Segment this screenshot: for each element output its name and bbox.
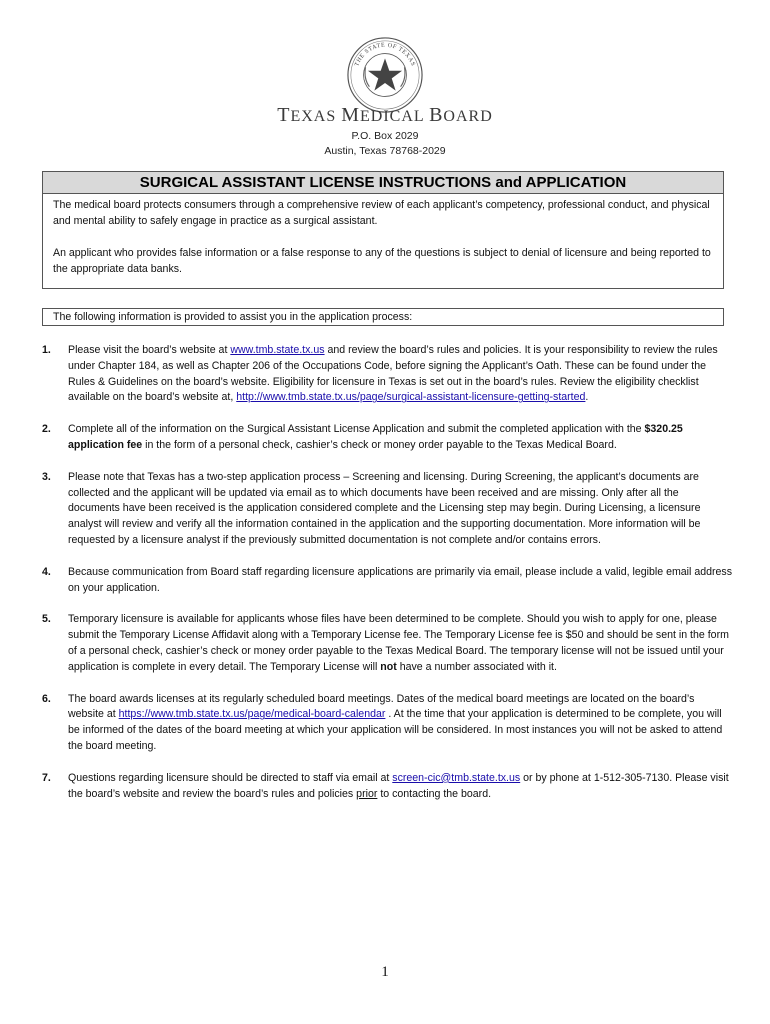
application-fee: $320.25 application fee — [68, 423, 683, 451]
intro-box — [42, 171, 724, 289]
list-item: 5. Temporary licensure is available for applicants whose files have been determined to be complete. Should you wish to apply for one, please submit the Temporary License Affidavit along with a Temporary License fee. The Temporary License fee is $50 and should be sent in the form of a personal check, cashier’s check or money order payable to the Texas Medical Board. The temporary license will not be issued until your application is complete in every detail. The Temporary License will not have a number associated with it. — [42, 613, 729, 673]
list-item: 6. The board awards licenses at its regularly scheduled board meetings. Dates of the medical board meetings are located on the board’s website at https://www.tmb.state.tx.us/page/medical-board-calendar . At the time that your application is determined to be complete, you will be informed of the dates of the board meeting at which your application will be considered. In most instances you will not be asked to attend the board meeting. — [42, 692, 723, 752]
contact-email-link[interactable]: screen-cic@tmb.state.tx.us — [392, 771, 521, 784]
board-calendar-link[interactable]: https://www.tmb.state.tx.us/page/medical-board-calendar — [118, 708, 386, 721]
intro-paragraph-2: An applicant who provides false information or a false response to any of the questions is subject to denial of licensure and being reported to the appropriate data banks. — [53, 247, 711, 275]
list-item: 7. Questions regarding licensure should be directed to staff via email at screen-cic@tmb.state.tx.us or by phone at 1-512-305-7130. Please visit the board’s website and review the board’s rules and policies prior to contacting the board. — [42, 771, 729, 800]
address-line-2: Austin, Texas 78768-2029 — [324, 145, 446, 157]
eligibility-checklist-link[interactable]: http://www.tmb.state.tx.us/page/surgical-assistant-licensure-getting-started — [236, 391, 586, 404]
list-item: 4. Because communication from Board staff regarding licensure applications are primarily via email, please include a valid, legible email address on your application. — [42, 565, 733, 594]
list-item: 1. Please visit the board’s website at www.tmb.state.tx.us and review the board’s rules and policies. It is your responsibility to review the rules under Chapter 184, as well as Chapter 206 of the Occupations Code, before signing the Applicant’s Oath. These can be found under the Rules & Guidelines on the board’s website. Eligibility for licensure in Texas is set out in the board’s rules. Review the eligibility checklist available on the board’s website at, http://www.tmb.state.tx.us/page/surgical-assistant-licensure-getting-started. — [42, 344, 718, 404]
intro-paragraph-1: The medical board protects consumers through a comprehensive review of each applicant’s competency, professional conduct, and physical and mental ability to safely engage in practice as a surgical assistant. — [53, 199, 710, 227]
instructions-list — [42, 343, 732, 802]
document-title: SURGICAL ASSISTANT LICENSE INSTRUCTIONS and APPLICATION — [43, 172, 723, 194]
board-name: TEXAS MEDICAL BOARD — [277, 104, 493, 126]
list-item: 2. Complete all of the information on the Surgical Assistant License Application and submit the completed application with the $320.25 application fee in the form of a personal check, cashier’s check or money order payable to the Texas Medical Board. — [42, 423, 683, 451]
tmb-website-link[interactable]: www.tmb.state.tx.us — [230, 344, 325, 356]
info-box: The following information is provided to assist you in the application process: — [42, 308, 724, 326]
texas-state-seal — [346, 36, 424, 114]
star-icon — [368, 58, 402, 90]
address-line-1: P.O. Box 2029 — [351, 130, 419, 142]
list-item: 3. Please note that Texas has a two-step application process – Screening and licensing. During Screening, the applicant’s documents are collected and the applicant will be updated via email as to which documents have been received and are missing. Only after all the documents have been received is the application considered complete and the Licensing step may begin. During Licensing, a licensure analyst will review and verify all the information contained in the application and the supporting documentation. More information will be requested by a licensure analyst if the previously submitted documentation is not complete and/or contains errors. — [42, 470, 701, 546]
page-number: 1 — [381, 964, 389, 980]
seal-text: THE STATE OF TEXAS — [354, 42, 416, 68]
